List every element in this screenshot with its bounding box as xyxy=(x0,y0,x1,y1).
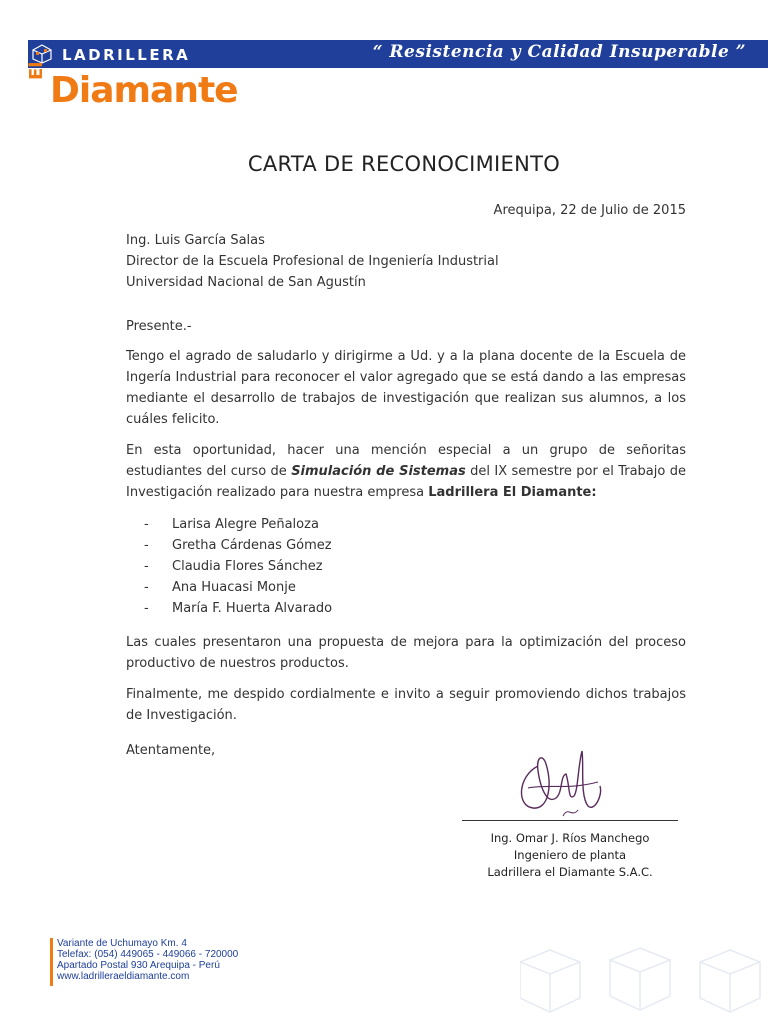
letter-date: Arequipa, 22 de Julio de 2015 xyxy=(493,203,686,218)
bullet-dash: - xyxy=(144,538,149,553)
list-item xyxy=(144,577,332,598)
signer-block xyxy=(462,830,678,881)
list-item xyxy=(144,535,332,556)
footer-po-box: Apartado Postal 930 Arequipa - Perú xyxy=(57,960,220,971)
company-name: Ladrillera El Diamante: xyxy=(428,485,597,500)
list-item xyxy=(144,556,332,577)
bullet-dash: - xyxy=(144,559,149,574)
footer-contact xyxy=(57,938,238,982)
list-item xyxy=(144,598,332,619)
list-item xyxy=(144,514,332,535)
signature-line xyxy=(462,820,678,821)
brand-name-main: Diamante xyxy=(50,70,238,111)
closing: Atentamente, xyxy=(126,743,216,758)
signer-role: Ingeniero de planta xyxy=(513,848,627,862)
student-name: Gretha Cárdenas Gómez xyxy=(172,538,332,553)
student-name: Claudia Flores Sánchez xyxy=(172,559,323,574)
student-name: Ana Huacasi Monje xyxy=(172,580,296,595)
student-list xyxy=(144,514,332,619)
footer-address: Variante de Uchumayo Km. 4 xyxy=(57,938,187,949)
footer-phone: Telefax: (054) 449065 - 449066 - 720000 xyxy=(57,949,239,960)
mention-text-2: del IX semestre por el Trabajo de Investigación realizado para nuestra empresa xyxy=(126,464,686,500)
signature-scribble xyxy=(508,746,608,826)
signer-name: Ing. Omar J. Ríos Manchego xyxy=(490,831,650,845)
signer-company: Ladrillera el Diamante S.A.C. xyxy=(487,865,653,879)
recipient-block xyxy=(126,230,499,293)
brick-watermark-icon xyxy=(520,940,768,1020)
greeting: Presente.- xyxy=(126,319,192,334)
recipient-institution: Universidad Nacional de San Agustín xyxy=(126,275,366,290)
paragraph-mention xyxy=(126,440,686,503)
paragraph-intro: Tengo el agrado de saludarlo y dirigirme a Ud. y a la plana docente de la Escuela de Ingería Industrial para reconocer el valor agregado que se está dando a las empresas mediante el desarrollo de trabajos de investigación que realizan sus alumnos, a los cuáles felicito. xyxy=(126,349,686,427)
footer-accent-bar xyxy=(50,938,53,986)
paragraph-farewell: Finalmente, me despido cordialmente e invito a seguir promoviendo dichos trabajos de Investigación. xyxy=(126,687,686,723)
slogan: “ Resistencia y Calidad Insuperable ” xyxy=(372,42,746,62)
mention-text-1: En esta oportunidad, hacer una mención especial a un grupo de señoritas estudiantes del curso de xyxy=(126,443,686,479)
bullet-dash: - xyxy=(144,601,149,616)
bullet-dash: - xyxy=(144,517,149,532)
recipient-name: Ing. Luis García Salas xyxy=(126,233,265,248)
document-title: CARTA DE RECONOCIMIENTO xyxy=(247,152,561,176)
paragraph-proposal: Las cuales presentaron una propuesta de mejora para la optimización del proceso productivo de nuestros productos. xyxy=(126,635,686,671)
student-name: Larisa Alegre Peñaloza xyxy=(172,517,319,532)
brand-article: El xyxy=(26,61,47,80)
brand-name-top: LADRILLERA xyxy=(62,46,191,64)
course-name: Simulación de Sistemas xyxy=(291,464,466,479)
bullet-dash: - xyxy=(144,580,149,595)
footer-website[interactable]: www.ladrilleraeldiamante.com xyxy=(57,971,190,982)
student-name: María F. Huerta Alvarado xyxy=(172,601,333,616)
recipient-title: Director de la Escuela Profesional de Ingeniería Industrial xyxy=(126,254,499,269)
